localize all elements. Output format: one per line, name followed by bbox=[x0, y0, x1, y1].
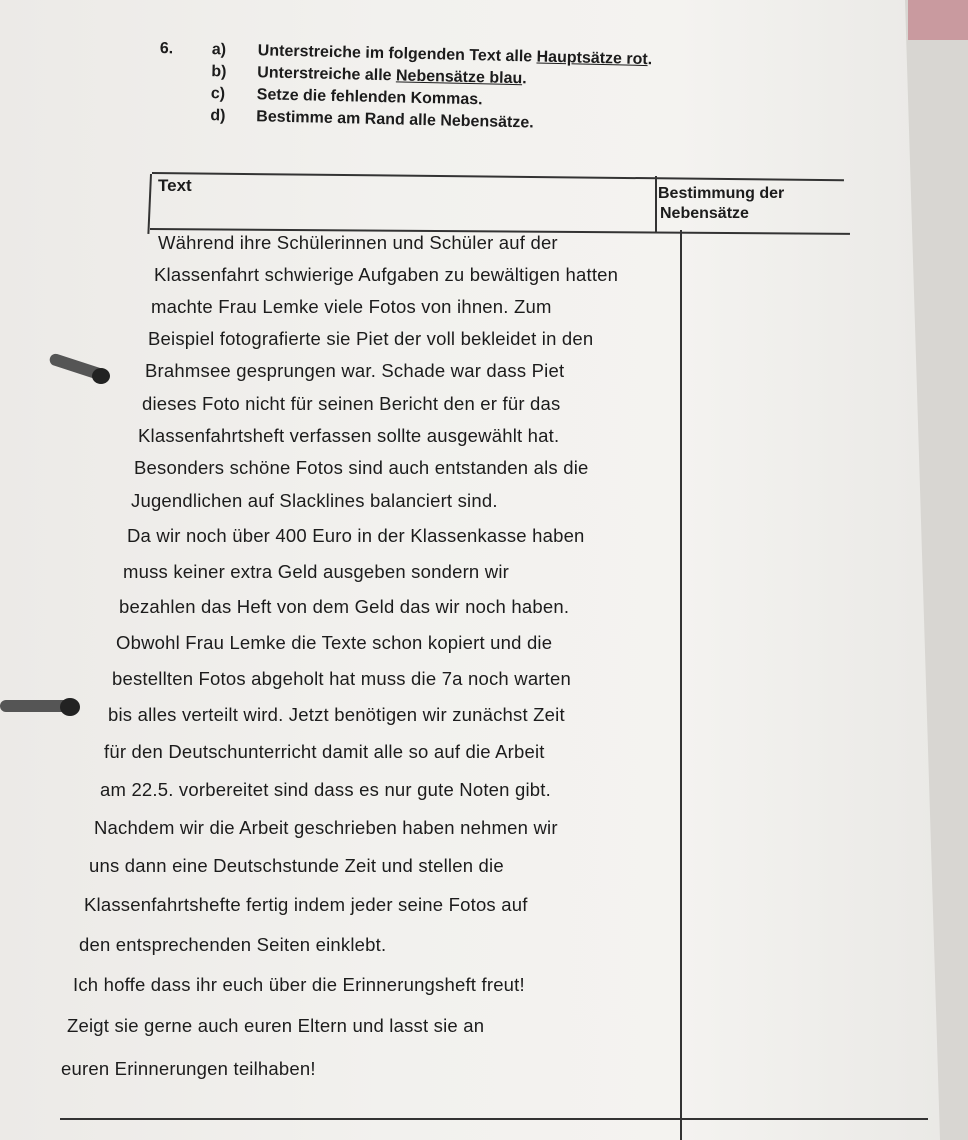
column-header-determination: Bestimmung der Nebensätze bbox=[658, 185, 785, 222]
text-line: Beispiel fotografierte sie Piet der voll bekleidet in den bbox=[148, 328, 594, 349]
text-line: bis alles verteilt wird. Jetzt benötigen wir zunächst Zeit bbox=[108, 704, 565, 725]
text-line: den entsprechenden Seiten einklebt. bbox=[79, 934, 387, 955]
background-edge bbox=[908, 0, 968, 40]
underlined-term: Nebensätze blau bbox=[395, 67, 523, 88]
text-line: am 22.5. vorbereitet sind dass es nur gute Noten gibt. bbox=[100, 779, 551, 800]
text-line: dieses Foto nicht für seinen Bericht den er für das bbox=[142, 393, 561, 414]
text-line: uns dann eine Deutschstunde Zeit und stellen die bbox=[89, 855, 504, 876]
binder-ring-lower-end bbox=[60, 698, 80, 716]
text-line: Besonders schöne Fotos sind auch entstanden als die bbox=[134, 457, 589, 478]
text-line: euren Erinnerungen teilhaben! bbox=[61, 1058, 316, 1079]
text-line: muss keiner extra Geld ausgeben sondern wir bbox=[123, 561, 509, 582]
text-line: Während ihre Schülerinnen und Schüler auf der bbox=[158, 232, 558, 253]
text-line: machte Frau Lemke viele Fotos von ihnen. Zum bbox=[151, 296, 552, 317]
task-item-a: a) Unterstreiche im folgenden Text alle Hauptsätze rot. bbox=[211, 41, 653, 69]
text-line: Zeigt sie gerne auch euren Eltern und lasst sie an bbox=[67, 1015, 485, 1036]
text-line: Klassenfahrt schwierige Aufgaben zu bewältigen hatten bbox=[154, 264, 619, 285]
task-item-d: d) Bestimme am Rand alle Nebensätze. bbox=[210, 107, 534, 132]
text-line: Obwohl Frau Lemke die Texte schon kopiert und die bbox=[116, 632, 553, 653]
column-divider bbox=[680, 230, 682, 1140]
text-line: Klassenfahrtshefte fertig indem jeder seine Fotos auf bbox=[84, 894, 528, 915]
underlined-term: Hauptsätze rot bbox=[536, 48, 648, 69]
text-line: Brahmsee gesprungen war. Schade war dass Piet bbox=[145, 360, 565, 381]
text-line: bezahlen das Heft von dem Geld das wir noch haben. bbox=[119, 596, 570, 617]
text-line: bestellten Fotos abgeholt hat muss die 7a noch warten bbox=[112, 668, 571, 689]
table-bottom-border bbox=[60, 1118, 928, 1120]
text-line: Ich hoffe dass ihr euch über die Erinnerungsheft freut! bbox=[73, 974, 525, 995]
task-item-b: b) Unterstreiche alle Nebensätze blau. bbox=[211, 63, 527, 88]
binder-ring-upper-end bbox=[92, 368, 110, 384]
text-line: Jugendlichen auf Slacklines balanciert sind. bbox=[131, 490, 498, 511]
text-line: Klassenfahrtsheft verfassen sollte ausgewählt hat. bbox=[138, 425, 560, 446]
task-item-c: c) Setze die fehlenden Kommas. bbox=[210, 85, 483, 109]
header-column-divider bbox=[655, 176, 657, 232]
text-line: für den Deutschunterricht damit alle so auf die Arbeit bbox=[104, 741, 545, 762]
text-line: Da wir noch über 400 Euro in der Klassenkasse haben bbox=[127, 525, 585, 546]
text-line: Nachdem wir die Arbeit geschrieben haben nehmen wir bbox=[94, 817, 558, 838]
column-header-text: Text bbox=[158, 176, 192, 195]
task-number: 6. bbox=[159, 40, 174, 58]
